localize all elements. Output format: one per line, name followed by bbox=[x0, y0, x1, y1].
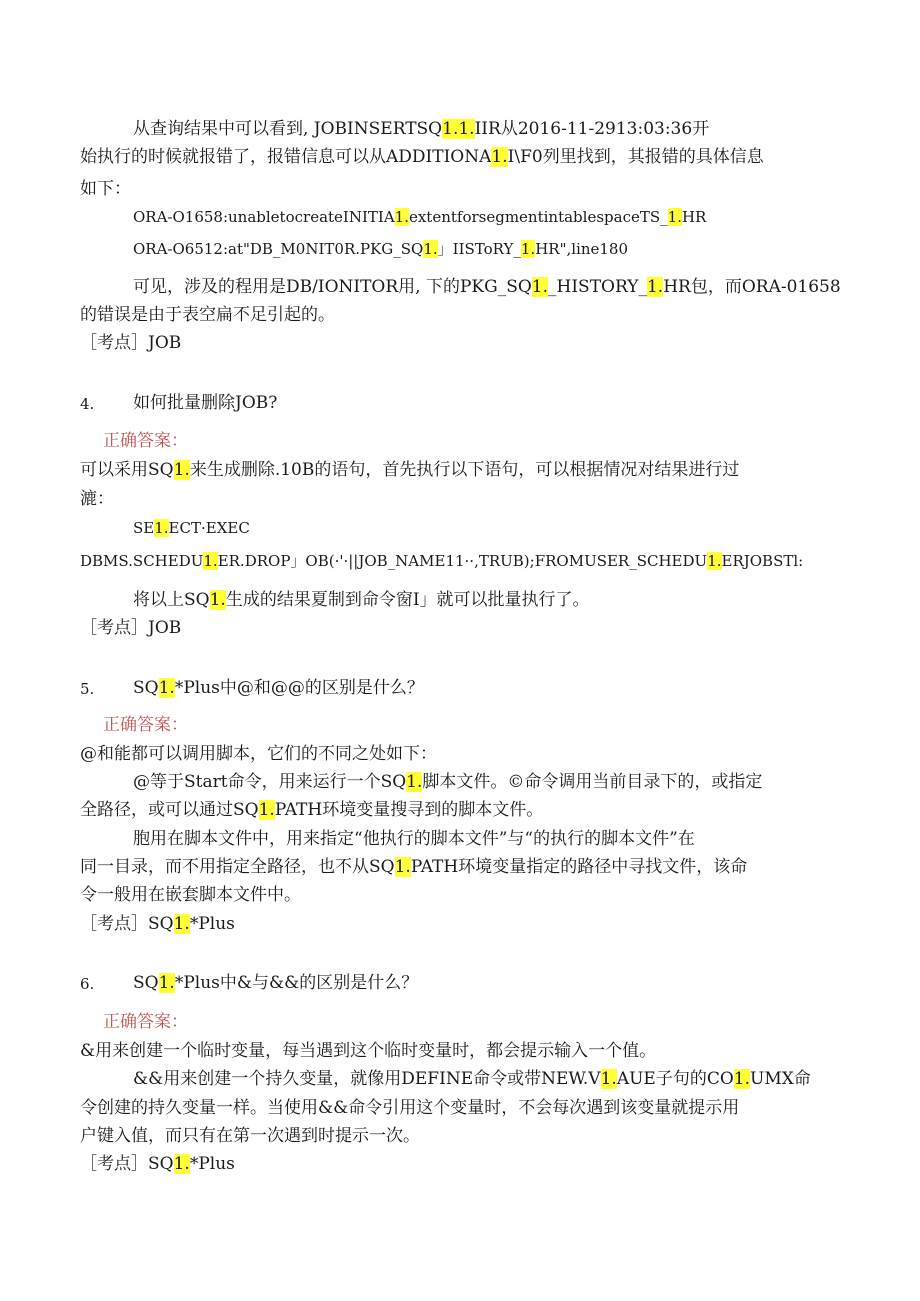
answer-label: 正确答案： bbox=[103, 431, 188, 451]
line-13: 漉： bbox=[80, 489, 114, 509]
line-3: 如下： bbox=[80, 179, 131, 199]
line-2: 始执行的时候就报错了，报错信息可以从ADDITIONA1.I\F0列里找到，其报错的具体信息 bbox=[80, 147, 764, 167]
question-title: SQ1.*Plus中@和@@的区别是什么？ bbox=[133, 678, 424, 698]
topic-tag: ［考点］SQ1.*Plus bbox=[80, 914, 235, 934]
highlight-mark: 1. bbox=[707, 552, 722, 570]
highlight-mark: 1. bbox=[667, 208, 682, 226]
question-number: 6. bbox=[80, 975, 95, 993]
line-12: 可以采用SQ1.来生成删除.10B的语句，首先执行以下语句，可以根据情况对结果进行过 bbox=[80, 460, 740, 480]
answer-label: 正确答案： bbox=[103, 715, 188, 735]
error-line-1: ORA-O1658:unabletocreateINITIA1.extentforsegmentintablespaceTS_1.HR bbox=[133, 208, 707, 226]
line-22: @等于Start命令，用来运行一个SQ1.脚本文件。©命令调用当前目录下的，或指定 bbox=[133, 772, 763, 792]
highlight-mark: 1. bbox=[600, 1069, 617, 1089]
code-line-2: DBMS.SCHEDU1.ER.DROP」OB(·'·||JOB_NAME11··,TRUB);FROMUSER_SCHEDU1.ERJOBSTl: bbox=[80, 552, 804, 570]
highlight-mark: 1. bbox=[154, 519, 169, 537]
line-34: 户键入值，而只有在第一次遇到时提示一次。 bbox=[80, 1126, 420, 1146]
line-16: 将以上SQ1.生成的结果夏制到命令窗I」就可以批量执行了。 bbox=[133, 590, 590, 610]
highlight-mark: 1. bbox=[442, 119, 459, 139]
line-24: 胞用在脚本文件中，用来指定“他执行的脚本文件”与“的执行的脚本文件”在 bbox=[133, 829, 695, 849]
question-number: 4. bbox=[80, 395, 95, 413]
question-title: SQ1.*Plus中&与&&的区别是什么？ bbox=[133, 973, 419, 993]
highlight-mark: 1. bbox=[173, 460, 190, 480]
line-26: 令一般用在嵌套脚本文件中。 bbox=[80, 885, 301, 905]
highlight-mark: 1. bbox=[158, 678, 175, 698]
answer-label: 正确答案： bbox=[103, 1012, 188, 1032]
highlight-mark: 1. bbox=[258, 800, 275, 820]
code-line-1: SE1.ECT·EXEC bbox=[133, 519, 250, 537]
error-line-2: ORA-O6512:at"DB_M0NIT0R.PKG_SQ1.」IISToRY_1.HR",line180 bbox=[133, 240, 629, 258]
topic-tag: ［考点］JOB bbox=[80, 333, 182, 353]
highlight-mark: 1. bbox=[491, 147, 508, 167]
line-21: @和能都可以调用脚本，它们的不同之处如下： bbox=[80, 744, 437, 764]
line-33: 令创建的持久变量一样。当使用&&命令引用这个变量时，不会每次遇到该变量就提示用 bbox=[80, 1098, 740, 1118]
highlight-mark: 1. bbox=[158, 973, 175, 993]
highlight-mark: 1. bbox=[646, 277, 664, 297]
highlight-mark: 1. bbox=[173, 914, 190, 934]
highlight-mark: 1. bbox=[733, 1069, 751, 1089]
line-25: 同一目录，而不用指定全路径，也不从SQ1.PATH环境变量指定的路径中寻找文件，该命 bbox=[80, 857, 748, 877]
highlight-mark: 1. bbox=[520, 240, 536, 258]
highlight-mark: 1. bbox=[406, 772, 423, 792]
highlight-mark: 1. bbox=[531, 277, 549, 297]
highlight-mark: 1. bbox=[203, 552, 218, 570]
highlight-mark: 1. bbox=[394, 208, 409, 226]
topic-tag: ［考点］JOB bbox=[80, 618, 182, 638]
line-7: 的错误是由于表空扁不足引起的。 bbox=[80, 305, 335, 325]
highlight-mark: 1. bbox=[173, 1154, 190, 1174]
highlight-mark: 1. bbox=[458, 119, 475, 139]
topic-tag: ［考点］SQ1.*Plus bbox=[80, 1154, 235, 1174]
line-23: 全路径，或可以通过SQ1.PATH环境变量搜寻到的脚本文件。 bbox=[80, 800, 544, 820]
question-number: 5. bbox=[80, 680, 95, 698]
highlight-mark: 1. bbox=[423, 240, 438, 258]
line-31: &用来创建一个临时变量，每当遇到这个临时变量时，都会提示输入一个值。 bbox=[80, 1041, 657, 1061]
highlight-mark: 1. bbox=[394, 857, 411, 877]
line-6: 可见，涉及的程用是DB/IONITOR用, 下的PKG_SQ1._HISTORY_1.HR包，而ORA-01658 bbox=[133, 277, 841, 297]
highlight-mark: 1. bbox=[209, 590, 226, 610]
line-32: &&用来创建一个持久变量，就像用DEFINE命令或带NEW.V1.AUE子句的CO1.UMX命 bbox=[133, 1069, 811, 1089]
question-title: 如何批量删除JOB? bbox=[133, 393, 278, 413]
line-1: 从查询结果中可以看到, JOBINSERTSQ1.1.IIR从2016-11-2913:03:36开 bbox=[133, 119, 710, 139]
